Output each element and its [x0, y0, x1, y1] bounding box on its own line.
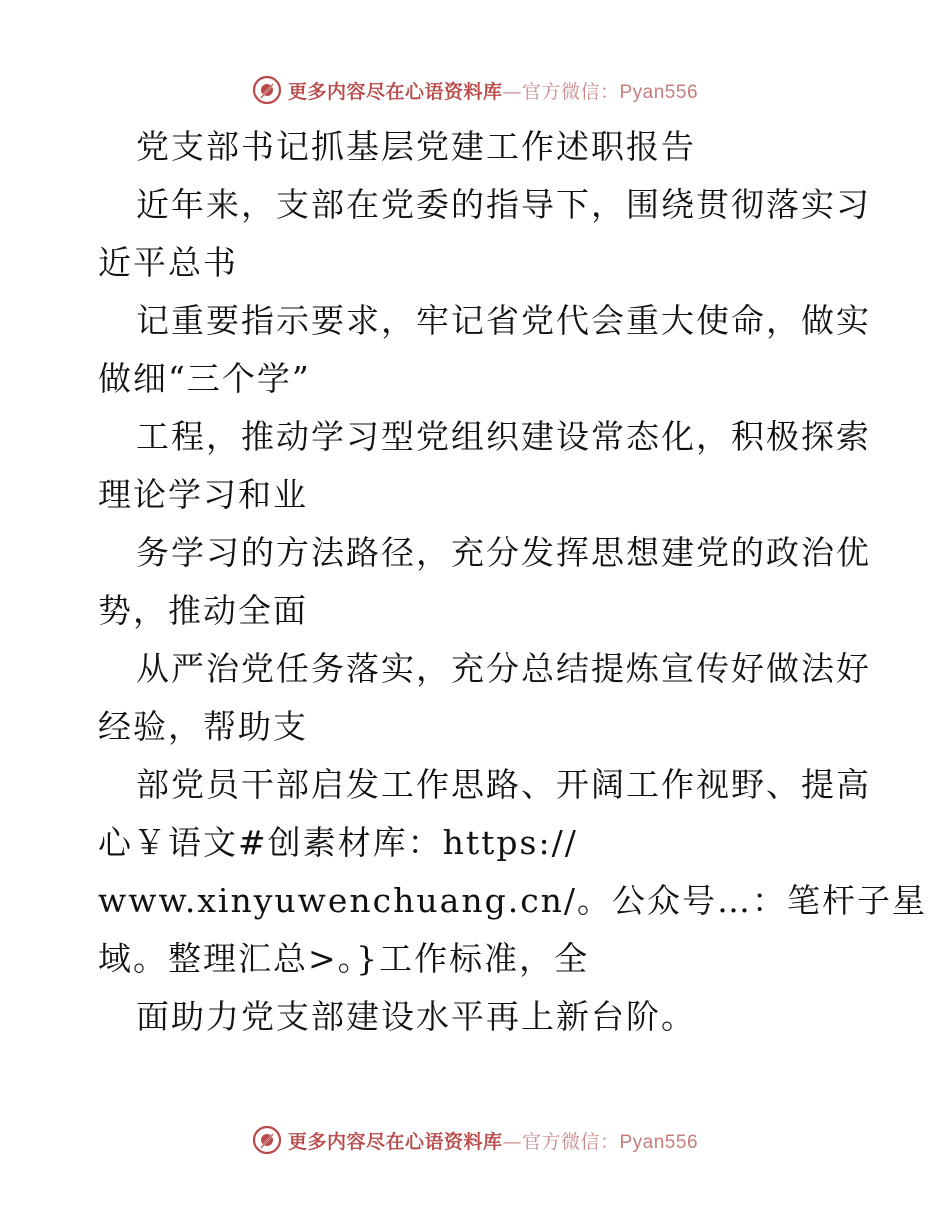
header-watermark	[0, 70, 950, 110]
pen-logo-icon	[252, 1125, 282, 1155]
document-body	[98, 118, 928, 1046]
banner-rest-text: —官方微信：	[502, 1130, 620, 1153]
document-line: 做细“三个学”	[98, 359, 311, 398]
document-line: 工程，推动学习型党组织建设常态化，积极探索	[136, 417, 871, 456]
banner-wechat-id: Pyan556	[619, 1131, 699, 1153]
pen-logo-icon	[252, 75, 282, 105]
document-line: 部党员干部启发工作思路、开阔工作视野、提高	[136, 765, 871, 804]
document-line: 近平总书	[98, 243, 238, 282]
document-line: 域。整理汇总>。}工作标准，全	[98, 939, 590, 978]
document-line: 势，推动全面	[98, 591, 308, 630]
document-line: 记重要指示要求，牢记省党代会重大使命，做实	[136, 301, 871, 340]
document-line: 经验，帮助支	[98, 707, 308, 746]
document-line: 务学习的方法路径，充分发挥思想建党的政治优	[136, 533, 871, 572]
document-line: 党支部书记抓基层党建工作述职报告	[136, 127, 696, 166]
document-line: www.xinyuwenchuang.cn/。公众号…：笔杆子星	[98, 881, 928, 920]
document-line: 心￥语文#创素材库：https://	[98, 823, 578, 862]
document-line: 近年来，支部在党委的指导下，围绕贯彻落实习	[136, 185, 871, 224]
document-line: 面助力党支部建设水平再上新台阶。	[136, 997, 696, 1036]
banner-rest-text: —官方微信：	[502, 80, 620, 103]
banner-lead-text: 更多内容尽在心语资料库	[287, 1130, 503, 1153]
banner-wechat-id: Pyan556	[619, 81, 699, 103]
footer-watermark	[0, 1120, 950, 1160]
document-line: 从严治党任务落实，充分总结提炼宣传好做法好	[136, 649, 871, 688]
banner-lead-text: 更多内容尽在心语资料库	[287, 80, 503, 103]
document-line: 理论学习和业	[98, 475, 308, 514]
